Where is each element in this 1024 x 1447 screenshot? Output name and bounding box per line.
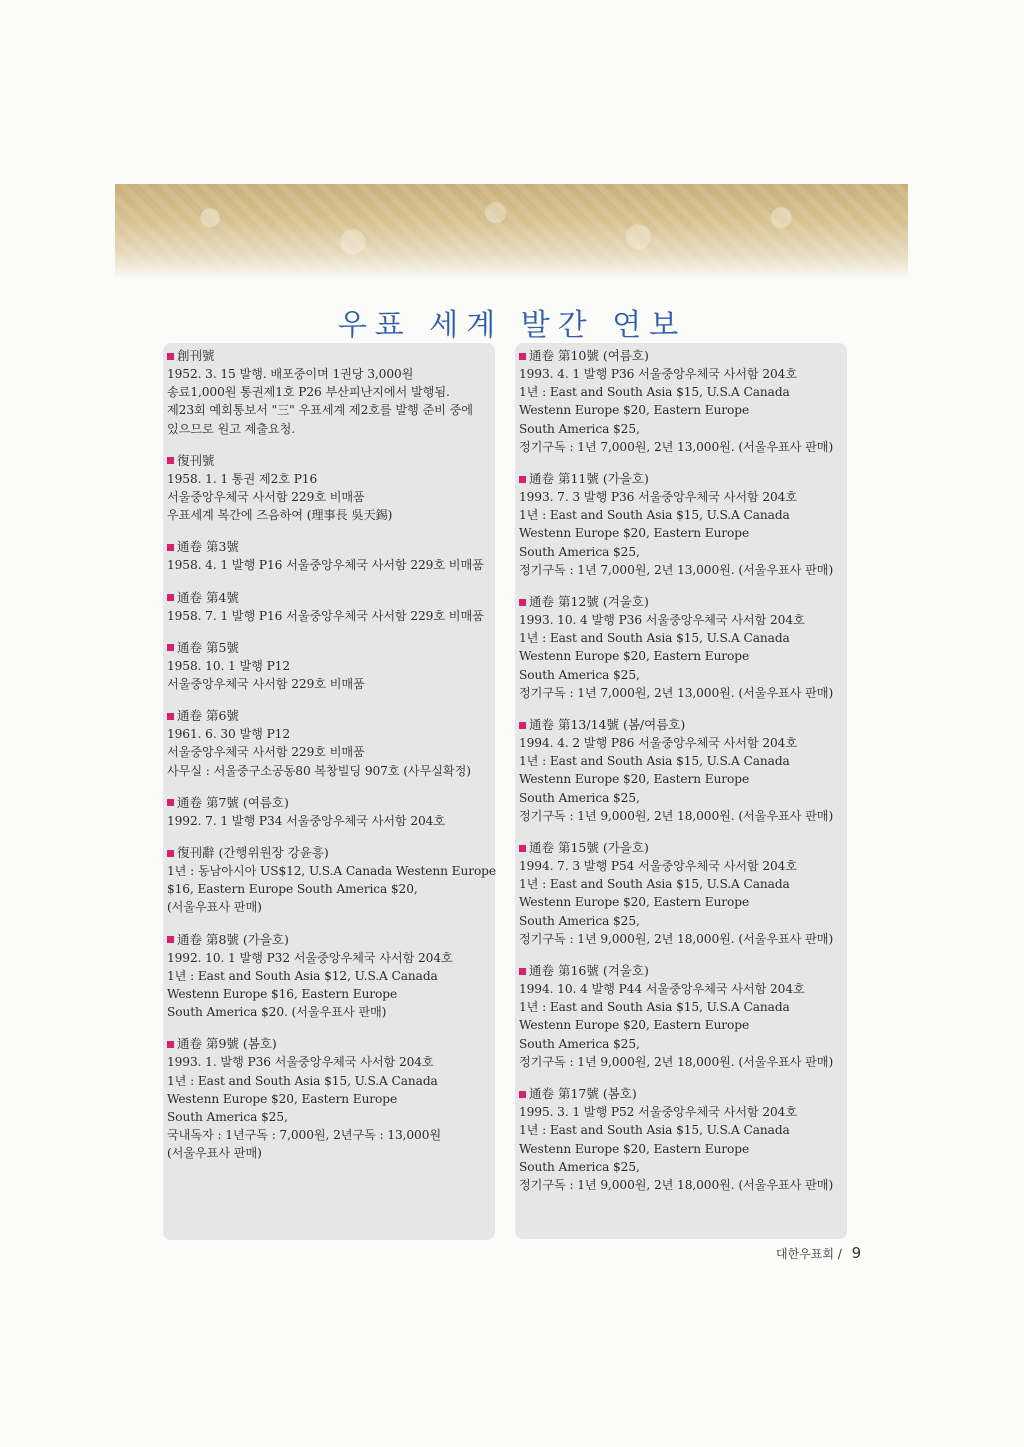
entry-line: 1년 : East and South Asia $15, U.S.A Canada [167,1073,438,1088]
entry-line: 1958. 10. 1 발행 P12 [167,658,290,673]
entry-line: 1년 : East and South Asia $15, U.S.A Canada [519,385,790,400]
entry-line: 1993. 1. 발행 P36 서울중앙우체국 사서함 204호 [167,1055,434,1070]
entry [167,639,491,693]
entry [519,1085,843,1194]
entry-line: 1년 : East and South Asia $12, U.S.A Canada [167,968,438,983]
entry-line: South America $25, [519,544,640,559]
entry-heading: 創刊號 [177,348,215,363]
entry-line: 정기구독 : 1년 7,000원, 2년 13,000원. (서울우표사 판매) [519,439,834,454]
entry-line: South America $25, [519,913,640,928]
entry-line: 서울중앙우체국 사서함 229호 비매품 [167,745,365,760]
entry [167,1035,491,1162]
entry-line: 정기구독 : 1년 9,000원, 2년 18,000원. (서울우표사 판매) [519,1177,834,1192]
entry [167,452,491,525]
entry-line: 정기구독 : 1년 7,000원, 2년 13,000원. (서울우표사 판매) [519,685,834,700]
entry-heading: 通卷 第3號 [177,539,239,555]
entry-line: $16, Eastern Europe South America $20, [167,882,418,897]
right-column [515,343,847,1239]
bullet-icon [167,594,174,601]
entry-line: 1년 : East and South Asia $15, U.S.A Canada [519,1123,790,1138]
bullet-icon [167,1041,174,1048]
entry-line: 1958. 1. 1 통권 제2호 P16 [167,471,318,486]
bullet-icon [167,644,174,651]
entry [167,794,491,830]
entry-line: 사무실 : 서울중구소공동80 복창빌딩 907호 (사무실확정) [167,763,471,778]
entry-line: 1년 : East and South Asia $15, U.S.A Canada [519,754,790,769]
entry [167,538,491,574]
entry-line: 1992. 10. 1 발행 P32 서울중앙우체국 사서함 204호 [167,950,453,965]
bullet-icon [167,713,174,720]
entry-heading: 通卷 第9號 (봄호) [177,1036,277,1052]
entry-line: Westenn Europe $20, Eastern Europe [167,1091,398,1106]
entry-heading: 復刊號 [177,452,215,468]
entry-line: Westenn Europe $16, Eastern Europe [167,987,398,1002]
entry-line: South America $25, [519,421,640,436]
entry [519,470,843,579]
entry-line: 서울중앙우체국 사서함 229호 비매품 [167,490,365,505]
entry [519,962,843,1071]
decorative-banner [115,184,908,280]
entry [519,593,843,702]
entry [167,589,491,625]
entry-line: 1년 : East and South Asia $15, U.S.A Canada [519,631,790,646]
entry-line: 1952. 3. 15 발행. 배포중이며 1권당 3,000원 [167,367,414,381]
entry-line: Westenn Europe $20, Eastern Europe [519,526,750,541]
bullet-icon [167,850,174,857]
bullet-icon [519,599,526,606]
page-title: 우표 세계 발간 연보 [337,308,687,344]
entry-line: 우표세계 복간에 즈음하여 (理事長 吳天錫) [167,508,393,523]
entry-line: South America $25, [519,667,640,682]
entry-line: (서울우표사 판매) [167,1146,262,1161]
entry-line: 1995. 3. 1 발행 P52 서울중앙우체국 사서함 204호 [519,1105,798,1120]
entry [167,931,491,1022]
entry-line: 1년 : East and South Asia $15, U.S.A Canada [519,508,790,523]
entry-heading: 通卷 第10號 (여름호) [529,348,649,363]
entry-line: 1994. 10. 4 발행 P44 서울중앙우체국 사서함 204호 [519,982,805,997]
page-number: 9 [851,1244,862,1262]
entry-heading: 通卷 第4號 [177,589,239,605]
bullet-icon [167,353,174,360]
entry-line: Westenn Europe $20, Eastern Europe [519,403,750,418]
entry-line: 정기구독 : 1년 7,000원, 2년 13,000원. (서울우표사 판매) [519,562,834,577]
entry-line: 1958. 7. 1 발행 P16 서울중앙우체국 사서함 229호 비매품 [167,608,484,623]
entry-line: 1년 : East and South Asia $15, U.S.A Canada [519,877,790,892]
entry-heading: 通卷 第17號 (봄호) [529,1086,637,1102]
entry-line: 1961. 6. 30 발행 P12 [167,727,290,742]
publisher-name: 대한우표회 [776,1247,834,1261]
bullet-icon [167,799,174,806]
entry-line: 송료1,000원 통권제1호 P26 부산피난지에서 발행됨. [167,385,450,400]
entry-line: 1993. 10. 4 발행 P36 서울중앙우체국 사서함 204호 [519,613,805,628]
entry [167,707,491,780]
entry-line: (서울우표사 판매) [167,900,262,915]
entry [519,839,843,948]
entry-line: Westenn Europe $20, Eastern Europe [519,895,750,910]
bullet-icon [519,722,526,729]
entry-heading: 通卷 第8號 (가을호) [177,931,289,947]
entry-line: 국내독자 : 1년구독 : 7,000원, 2년구독 : 13,000원 [167,1128,442,1143]
entry-line: 1993. 7. 3 발행 P36 서울중앙우체국 사서함 204호 [519,490,798,505]
entry-line: South America $25, [519,1036,640,1051]
entry [519,716,843,825]
entry-heading: 復刊辭 (간행위원장 강윤흥) [177,845,329,861]
page-footer [776,1244,861,1262]
entry-line: 제23회 예회통보서 "三" 우표세계 제2호를 발행 준비 중에 [167,403,473,418]
entry [519,347,843,456]
entry-line: 1년 : East and South Asia $15, U.S.A Canada [519,1000,790,1015]
footer-separator: / [837,1247,842,1261]
entry [167,347,491,438]
entry-heading: 通卷 第16號 (겨울호) [529,963,649,979]
entry-line: 서울중앙우체국 사서함 229호 비매품 [167,677,365,692]
entry-heading: 通卷 第13/14號 (봄/여름호) [529,717,686,733]
entry-line: 1994. 4. 2 발행 P86 서울중앙우체국 사서함 204호 [519,736,798,751]
entry-line: 1958. 4. 1 발행 P16 서울중앙우체국 사서함 229호 비매품 [167,558,484,573]
bullet-icon [519,845,526,852]
left-column [163,343,495,1240]
entry-heading: 通卷 第11號 (가을호) [529,471,649,487]
bullet-icon [167,936,174,943]
entry-line: 1993. 4. 1 발행 P36 서울중앙우체국 사서함 204호 [519,367,798,381]
bullet-icon [519,476,526,483]
entry-line: 1992. 7. 1 발행 P34 서울중앙우체국 사서함 204호 [167,813,446,828]
bullet-icon [167,457,174,464]
entry-line: Westenn Europe $20, Eastern Europe [519,649,750,664]
entry-line: South America $25, [519,790,640,805]
entry-line: South America $25, [519,1159,640,1174]
entry-line: 정기구독 : 1년 9,000원, 2년 18,000원. (서울우표사 판매) [519,931,834,946]
entry-heading: 通卷 第6號 [177,708,239,724]
entry-heading: 通卷 第5號 [177,639,239,655]
entry-line: 정기구독 : 1년 9,000원, 2년 18,000원. (서울우표사 판매) [519,808,834,823]
entry-line: Westenn Europe $20, Eastern Europe [519,772,750,787]
entry-line: South America $25, [167,1110,288,1125]
bullet-icon [167,544,174,551]
entry [167,844,496,917]
entry-line: South America $20. (서울우표사 판매) [167,1005,387,1020]
entry-line: 1년 : 동남아시아 US$12, U.S.A Canada Westenn Europe [167,864,496,879]
entry-line: Westenn Europe $20, Eastern Europe [519,1141,750,1156]
bullet-icon [519,968,526,975]
bullet-icon [519,1091,526,1098]
entry-line: 1994. 7. 3 발행 P54 서울중앙우체국 사서함 204호 [519,859,798,874]
entry-line: Westenn Europe $20, Eastern Europe [519,1018,750,1033]
bullet-icon [519,353,526,360]
entry-heading: 通卷 第15號 (가을호) [529,840,649,856]
entry-heading: 通卷 第12號 (겨울호) [529,594,649,610]
entry-heading: 通卷 第7號 (여름호) [177,794,289,810]
entry-line: 정기구독 : 1년 9,000원, 2년 18,000원. (서울우표사 판매) [519,1054,834,1069]
entry-line: 있으므로 원고 제출요청. [167,421,296,436]
